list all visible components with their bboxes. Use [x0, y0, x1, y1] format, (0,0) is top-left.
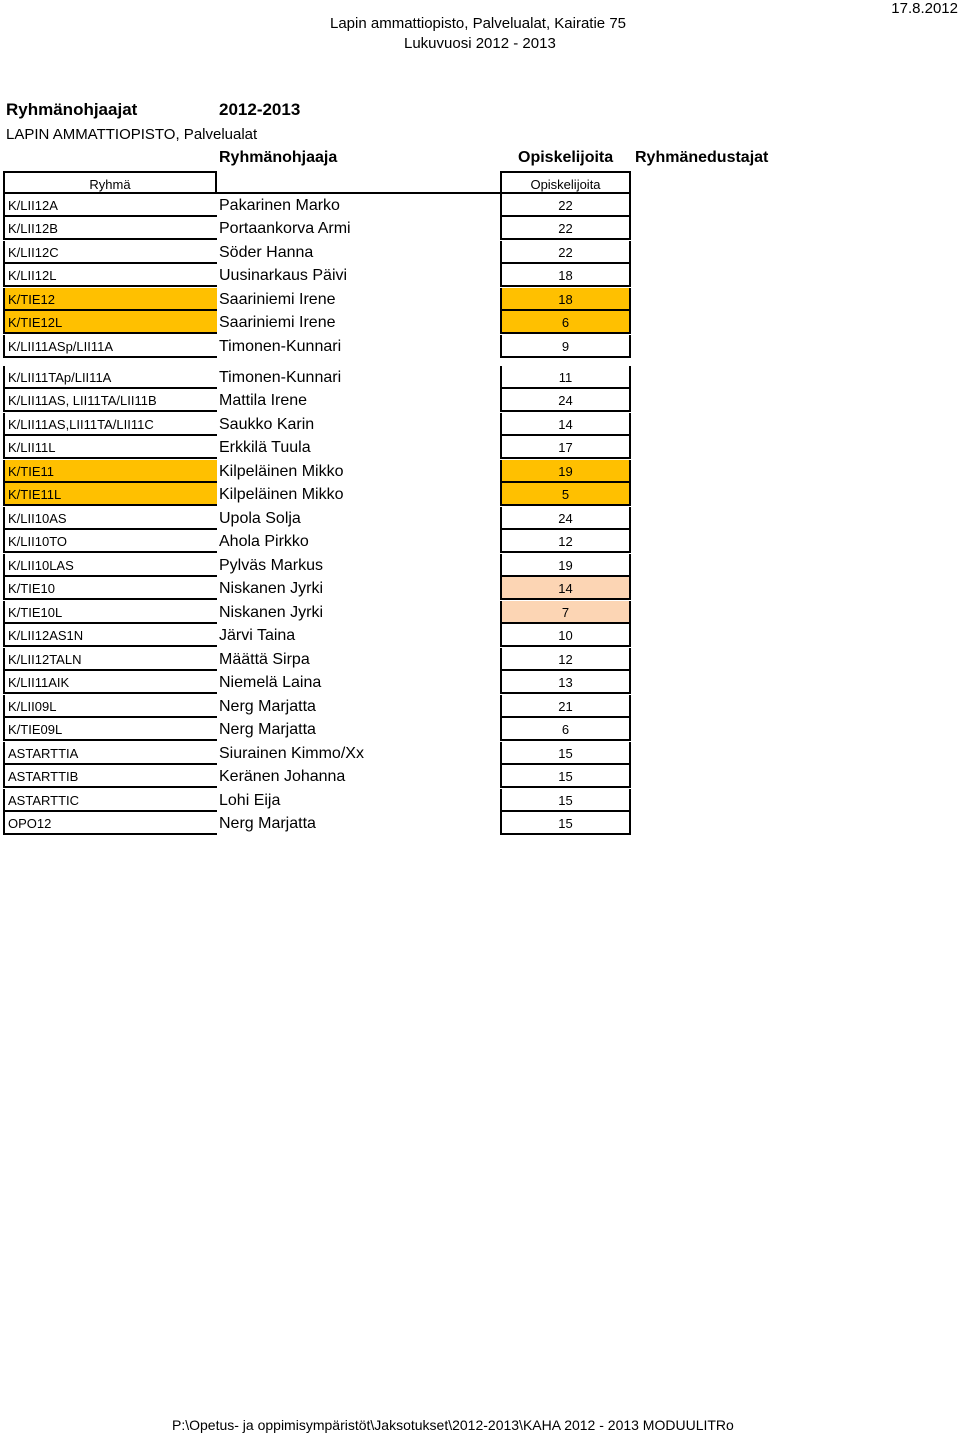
- table-header-group: Ryhmä: [3, 171, 217, 194]
- student-count-cell: 24: [500, 389, 631, 412]
- table-row: [0, 601, 640, 624]
- table-row: [0, 648, 640, 671]
- table-header-students: Opiskelijoita: [500, 171, 631, 194]
- header-date: 17.8.2012: [891, 0, 958, 17]
- tutor-cell: Nerg Marjatta: [219, 721, 316, 738]
- group-cell: K/TIE11: [3, 460, 217, 483]
- tutor-cell: Pakarinen Marko: [219, 197, 340, 214]
- group-cell: K/LII11AIK: [3, 671, 217, 694]
- tutor-cell: Keränen Johanna: [219, 768, 346, 785]
- student-count-cell: 12: [500, 648, 631, 671]
- student-count-cell: 19: [500, 554, 631, 577]
- table-row: [0, 718, 640, 741]
- table-row: [0, 194, 640, 217]
- student-count-cell: 14: [500, 577, 631, 600]
- page-year: 2012-2013: [219, 100, 301, 119]
- group-cell: ASTARTTIB: [3, 765, 217, 788]
- table-row: [0, 264, 640, 287]
- tutor-cell: Niskanen Jyrki: [219, 580, 324, 597]
- tutor-cell: Timonen-Kunnari: [219, 369, 342, 386]
- student-count-cell: 19: [500, 460, 631, 483]
- student-count-cell: 18: [500, 264, 631, 287]
- group-cell: K/TIE12: [3, 288, 217, 311]
- student-count-cell: 11: [500, 366, 631, 389]
- student-count-cell: 24: [500, 507, 631, 530]
- student-count-cell: 15: [500, 789, 631, 812]
- student-count-cell: 15: [500, 765, 631, 788]
- table-row: [0, 742, 640, 765]
- group-cell: OPO12: [3, 812, 217, 835]
- table-row: [0, 436, 640, 459]
- table-row: [0, 366, 640, 389]
- student-count-cell: 10: [500, 624, 631, 647]
- group-cell: ASTARTTIA: [3, 742, 217, 765]
- student-count-cell: 12: [500, 530, 631, 553]
- group-cell: K/LII11L: [3, 436, 217, 459]
- table-row: [0, 812, 640, 835]
- table-header-row: [0, 171, 640, 194]
- student-count-cell: 22: [500, 194, 631, 217]
- tutor-cell: Saariniemi Irene: [219, 314, 336, 331]
- column-header-representatives: Ryhmänedustajat: [635, 149, 769, 166]
- table-row: [0, 671, 640, 694]
- table-row: [0, 335, 640, 358]
- tutor-cell: Kilpeläinen Mikko: [219, 486, 344, 503]
- table-row: [0, 765, 640, 788]
- table-row: [0, 695, 640, 718]
- student-count-cell: 18: [500, 288, 631, 311]
- table-row: [0, 483, 640, 506]
- group-cell: K/TIE10L: [3, 601, 217, 624]
- group-cell: K/LII09L: [3, 695, 217, 718]
- column-header-tutor: Ryhmänohjaaja: [219, 149, 338, 166]
- tutor-cell: Saariniemi Irene: [219, 291, 336, 308]
- table-row: [0, 241, 640, 264]
- student-count-cell: 6: [500, 311, 631, 334]
- table-row: [0, 311, 640, 334]
- tutor-cell: Kilpeläinen Mikko: [219, 463, 344, 480]
- tutor-cell: Uusinarkaus Päivi: [219, 267, 348, 284]
- student-count-cell: 7: [500, 601, 631, 624]
- group-cell: K/LII11TAp/LII11A: [3, 366, 217, 389]
- table-row: [0, 624, 640, 647]
- student-count-cell: 14: [500, 413, 631, 436]
- tutor-cell: Niemelä Laina: [219, 674, 322, 691]
- student-count-cell: 6: [500, 718, 631, 741]
- table-row: [0, 789, 640, 812]
- student-count-cell: 13: [500, 671, 631, 694]
- group-cell: K/LII12C: [3, 241, 217, 264]
- tutor-cell: Siurainen Kimmo/Xx: [219, 745, 364, 762]
- group-cell: K/LII12L: [3, 264, 217, 287]
- group-cell: ASTARTTIC: [3, 789, 217, 812]
- table-row: [0, 389, 640, 412]
- tutor-cell: Lohi Eija: [219, 792, 281, 809]
- page-title: Ryhmänohjaajat: [6, 100, 138, 119]
- student-count-cell: 15: [500, 742, 631, 765]
- footer-path: P:\Opetus- ja oppimisympäristöt\Jaksotukset\2012-2013\KAHA 2012 - 2013 MODUULITRo: [172, 1417, 734, 1433]
- group-cell: K/LII12A: [3, 194, 217, 217]
- tutor-cell: Ahola Pirkko: [219, 533, 309, 550]
- group-cell: K/LII12TALN: [3, 648, 217, 671]
- column-header-students: Opiskelijoita: [518, 149, 614, 166]
- tutor-cell: Nerg Marjatta: [219, 815, 316, 832]
- page-subtitle: LAPIN AMMATTIOPISTO, Palvelualat: [6, 126, 258, 143]
- student-count-cell: 22: [500, 241, 631, 264]
- table-row: [0, 460, 640, 483]
- table-row: [0, 577, 640, 600]
- tutor-cell: Mattila Irene: [219, 392, 308, 409]
- student-count-cell: 9: [500, 335, 631, 358]
- group-cell: K/TIE10: [3, 577, 217, 600]
- tutor-cell: Määttä Sirpa: [219, 651, 310, 668]
- group-cell: K/TIE11L: [3, 483, 217, 506]
- student-count-cell: 5: [500, 483, 631, 506]
- group-cell: K/LII11AS, LII11TA/LII11B: [3, 389, 217, 412]
- header-line-1: Lapin ammattiopisto, Palvelualat, Kairatie 75: [330, 15, 627, 32]
- student-count-cell: 15: [500, 812, 631, 835]
- group-cell: K/LII11AS,LII11TA/LII11C: [3, 413, 217, 436]
- tutor-cell: Timonen-Kunnari: [219, 338, 342, 355]
- group-cell: K/LII12B: [3, 217, 217, 240]
- table-row: [0, 288, 640, 311]
- table-row: [0, 413, 640, 436]
- tutor-cell: Niskanen Jyrki: [219, 604, 324, 621]
- student-count-cell: 22: [500, 217, 631, 240]
- group-cell: K/TIE12L: [3, 311, 217, 334]
- group-cell: K/LII12AS1N: [3, 624, 217, 647]
- student-count-cell: 21: [500, 695, 631, 718]
- tutor-cell: Järvi Taina: [219, 627, 296, 644]
- group-cell: K/LII10TO: [3, 530, 217, 553]
- tutor-cell: Pylväs Markus: [219, 557, 324, 574]
- table-row: [0, 217, 640, 240]
- tutor-cell: Saukko Karin: [219, 416, 315, 433]
- tutor-cell: Upola Solja: [219, 510, 301, 527]
- table-header-tutor: [217, 171, 500, 194]
- header-line-2: Lukuvuosi 2012 - 2013: [404, 35, 556, 52]
- tutor-cell: Erkkilä Tuula: [219, 439, 311, 456]
- tutor-cell: Portaankorva Armi: [219, 220, 351, 237]
- tutor-cell: Nerg Marjatta: [219, 698, 316, 715]
- table-row: [0, 554, 640, 577]
- group-cell: K/LII10LAS: [3, 554, 217, 577]
- student-count-cell: 17: [500, 436, 631, 459]
- group-cell: K/LII10AS: [3, 507, 217, 530]
- group-cell: K/LII11ASp/LII11A: [3, 335, 217, 358]
- group-cell: K/TIE09L: [3, 718, 217, 741]
- table-row: [0, 530, 640, 553]
- table-row: [0, 507, 640, 530]
- tutor-cell: Söder Hanna: [219, 244, 314, 261]
